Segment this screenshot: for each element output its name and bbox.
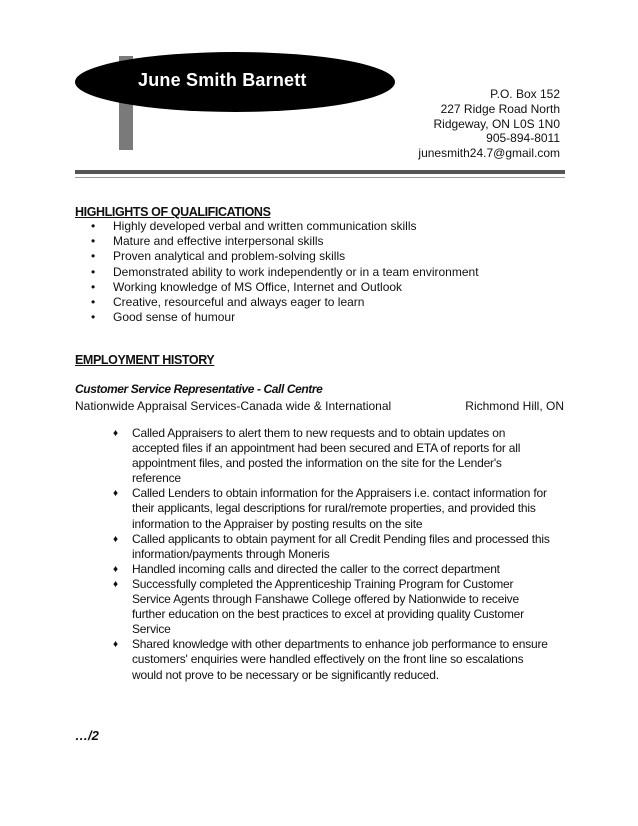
duty-item: ♦ Called Appraisers to alert them to new requests and to obtain updates on accepted files if an appointment had been secured and ETA of reports for all appointment files, and posted the information on the site for the Lender's reference <box>113 426 553 486</box>
highlight-item: • Working knowledge of MS Office, Internet and Outlook <box>91 280 479 295</box>
duty-item: ♦ Handled incoming calls and directed the caller to the correct department <box>113 562 553 577</box>
highlight-item: • Good sense of humour <box>91 310 479 325</box>
contact-street: 227 Ridge Road North <box>440 102 560 116</box>
header-divider-thin <box>75 177 565 178</box>
applicant-name: June Smith Barnett <box>138 70 307 90</box>
highlight-item: • Highly developed verbal and written communication skills <box>91 219 479 234</box>
contact-po-box: P.O. Box 152 <box>490 87 560 101</box>
highlight-item: • Proven analytical and problem-solving skills <box>91 249 479 264</box>
contact-city: Ridgeway, ON L0S 1N0 <box>433 117 560 131</box>
highlights-list <box>91 219 479 325</box>
highlight-item: • Demonstrated ability to work independently or in a team environment <box>91 265 479 280</box>
highlight-item: • Mature and effective interpersonal skills <box>91 234 479 249</box>
contact-email: junesmith24.7@gmail.com <box>418 146 560 160</box>
duty-item: ♦ Called applicants to obtain payment for all Credit Pending files and processed this information/payments through Moneris <box>113 532 553 562</box>
duty-item: ♦ Called Lenders to obtain information for the Appraisers i.e. contact information for their applicants, legal descriptions for rural/remote properties, and provided this information to the Appraiser by posting results on the site <box>113 486 553 531</box>
highlight-item: • Creative, resourceful and always eager to learn <box>91 295 479 310</box>
contact-phone: 905-894-8011 <box>486 131 560 145</box>
duties-list <box>113 426 553 683</box>
employer-name: Nationwide Appraisal Services-Canada wide & International <box>75 399 392 413</box>
job-title: Customer Service Representative - Call Centre <box>75 382 323 396</box>
employment-heading: EMPLOYMENT HISTORY <box>75 353 215 367</box>
duty-item: ♦ Shared knowledge with other departments to enhance job performance to ensure customers' enquiries were handled effectively on the front line so escalations would not prove to be necessary or be significantly reduced. <box>113 637 553 682</box>
duty-item: ♦ Successfully completed the Apprenticeship Training Program for Customer Service Agents through Fanshawe College offered by Nationwide to receive further education on the best practices to excel at providing quality Customer Service <box>113 577 553 637</box>
job-location: Richmond Hill, ON <box>465 399 564 413</box>
highlights-heading: HIGHLIGHTS OF QUALIFICATIONS <box>75 205 271 219</box>
page-continuation-marker: …/2 <box>75 728 99 743</box>
header-divider <box>75 170 565 174</box>
